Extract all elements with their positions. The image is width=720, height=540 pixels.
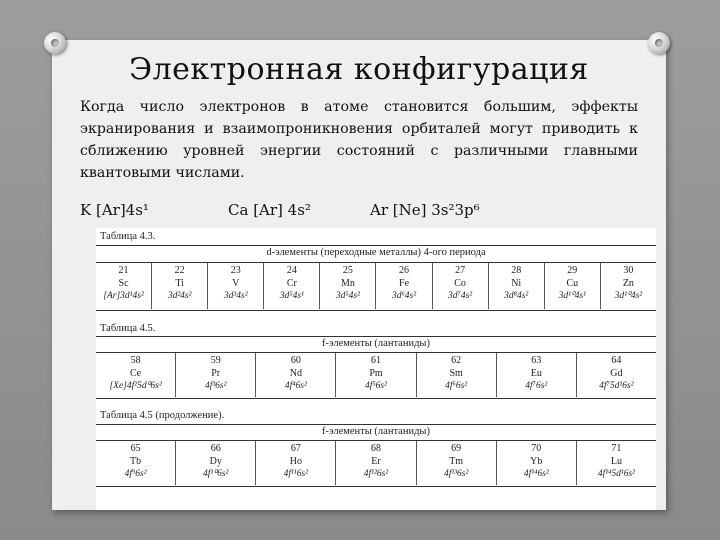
- element-cell: [335, 441, 415, 485]
- config-ca: Ca [Ar] 4s²: [228, 201, 311, 219]
- element-cell: [96, 441, 175, 485]
- element-symbol: Fe: [399, 278, 410, 289]
- element-cell: [496, 353, 576, 397]
- atomic-number: 61: [370, 355, 381, 366]
- electron-config: 4f¹¹6s²: [283, 469, 309, 479]
- element-cell: [175, 441, 255, 485]
- element-cell: [496, 441, 576, 485]
- atomic-number: 29: [567, 265, 578, 276]
- atomic-number: 60: [290, 355, 301, 366]
- element-symbol: Ti: [175, 278, 184, 289]
- element-symbol: Co: [454, 278, 466, 289]
- electron-config: 3d⁶4s²: [391, 291, 417, 301]
- element-cell: [96, 353, 175, 397]
- slide-title: Электронная конфигурация: [129, 52, 589, 87]
- electron-config: 3d⁵4s²: [335, 291, 360, 301]
- electron-config: 4f¹⁰6s²: [203, 469, 229, 479]
- element-symbol: Yb: [530, 456, 543, 467]
- atomic-number: 26: [399, 265, 410, 276]
- table-banner: f-элементы (лантаниды): [322, 338, 430, 349]
- electron-config: 4f⁹6s²: [124, 469, 147, 479]
- electron-config: 4f¹²6s²: [363, 469, 389, 479]
- electron-config: 3d¹⁰4s²: [614, 291, 643, 301]
- pushpin-icon: [648, 32, 670, 54]
- atomic-number: 69: [451, 443, 462, 454]
- electron-config: 3d⁸4s²: [504, 291, 529, 301]
- electron-config: [Xe]4f²5d⁰6s²: [109, 381, 162, 391]
- atomic-number: 65: [130, 443, 141, 454]
- atomic-number: 67: [290, 443, 301, 454]
- element-cell: [263, 263, 319, 309]
- element-cell: [175, 353, 255, 397]
- element-symbol: Ce: [130, 368, 142, 379]
- element-cell: [255, 441, 335, 485]
- electron-config: 4f³6s²: [204, 381, 227, 391]
- element-symbol: Cr: [286, 278, 297, 289]
- element-symbol: Ho: [289, 456, 302, 467]
- table-caption: Таблица 4.3.: [100, 231, 156, 242]
- atomic-number: 66: [210, 443, 221, 454]
- atomic-number: 68: [370, 443, 381, 454]
- atomic-number: 22: [174, 265, 185, 276]
- element-symbol: Cu: [566, 278, 579, 289]
- atomic-number: 30: [623, 265, 634, 276]
- table-row: [96, 441, 656, 485]
- element-cell: [488, 263, 544, 309]
- element-symbol: Ni: [511, 278, 522, 289]
- electron-config: 3d²4s²: [167, 291, 192, 301]
- table-caption: Таблица 4.5 (продолжение).: [100, 410, 225, 421]
- electron-config: 4f⁴6s²: [284, 381, 307, 391]
- electron-config: [Ar]3d¹4s²: [103, 291, 144, 301]
- table-banner: d-элементы (переходные металлы) 4-ого периода: [266, 247, 486, 258]
- atomic-number: 21: [118, 265, 129, 276]
- atomic-number: 58: [130, 355, 141, 366]
- element-cell: [255, 353, 335, 397]
- element-cell: [151, 263, 207, 309]
- element-cell: [576, 441, 656, 485]
- element-cell: [416, 353, 496, 397]
- element-symbol: Lu: [610, 456, 622, 467]
- element-symbol: Eu: [530, 368, 542, 379]
- atomic-number: 24: [286, 265, 297, 276]
- table-banner: f-элементы (лантаниды): [322, 426, 430, 437]
- electron-config: 4f⁷6s²: [525, 381, 548, 391]
- element-cell: [96, 263, 151, 309]
- atomic-number: 23: [230, 265, 241, 276]
- element-symbol: Nd: [289, 368, 302, 379]
- element-cell: [207, 263, 263, 309]
- element-cell: [600, 263, 656, 309]
- element-cell: [576, 353, 656, 397]
- atomic-number: 63: [531, 355, 542, 366]
- config-ar: Ar [Ne] 3s²3p⁶: [370, 201, 480, 219]
- element-cell: [375, 263, 431, 309]
- atomic-number: 25: [342, 265, 353, 276]
- element-cell: [416, 441, 496, 485]
- element-symbol: Tb: [130, 456, 142, 467]
- element-symbol: Mn: [340, 278, 355, 289]
- table-row: [96, 353, 656, 397]
- element-symbol: Zn: [622, 278, 634, 289]
- electron-config: 3d⁵4s¹: [279, 291, 304, 301]
- element-cell: [432, 263, 488, 309]
- electron-config: 4f⁷5d¹6s²: [599, 381, 634, 391]
- element-symbol: Pm: [369, 368, 383, 379]
- electron-config: 4f¹⁴6s²: [523, 469, 549, 479]
- element-symbol: Gd: [610, 368, 623, 379]
- pushpin-icon: [44, 32, 66, 54]
- electron-config: 4f¹³6s²: [443, 469, 469, 479]
- atomic-number: 59: [210, 355, 221, 366]
- electron-config: 4f⁶6s²: [445, 381, 468, 391]
- electron-config: 3d⁷4s²: [448, 291, 473, 301]
- config-k: K [Ar]4s¹: [80, 201, 149, 219]
- element-symbol: Sm: [449, 368, 463, 379]
- atomic-number: 70: [531, 443, 542, 454]
- atomic-number: 28: [511, 265, 522, 276]
- element-symbol: Tm: [449, 456, 464, 467]
- element-symbol: Pr: [211, 368, 221, 379]
- element-cell: [319, 263, 375, 309]
- element-symbol: V: [232, 278, 240, 289]
- atomic-number: 64: [611, 355, 622, 366]
- element-tables-image: [96, 228, 656, 510]
- electron-config: 3d³4s²: [223, 291, 248, 301]
- atomic-number: 27: [455, 265, 466, 276]
- element-symbol: Sc: [118, 278, 129, 289]
- electron-config: 4f¹⁴5d¹6s²: [597, 469, 635, 479]
- electron-config: 4f⁵6s²: [364, 381, 387, 391]
- element-cell: [544, 263, 600, 309]
- element-symbol: Er: [371, 456, 381, 467]
- atomic-number: 62: [451, 355, 462, 366]
- table-row: [96, 263, 656, 309]
- atomic-number: 71: [611, 443, 622, 454]
- element-cell: [335, 353, 415, 397]
- table-caption: Таблица 4.5.: [100, 323, 156, 334]
- element-symbol: Dy: [209, 456, 222, 467]
- body-paragraph: Когда число электронов в атоме становится большим, эффекты экранирования и взаимопроникновения орбиталей могут приводить к сближению уровней энергии состояний с различными главными квантовыми числами.: [80, 99, 638, 181]
- electron-config: 3d¹⁰4s¹: [558, 291, 587, 301]
